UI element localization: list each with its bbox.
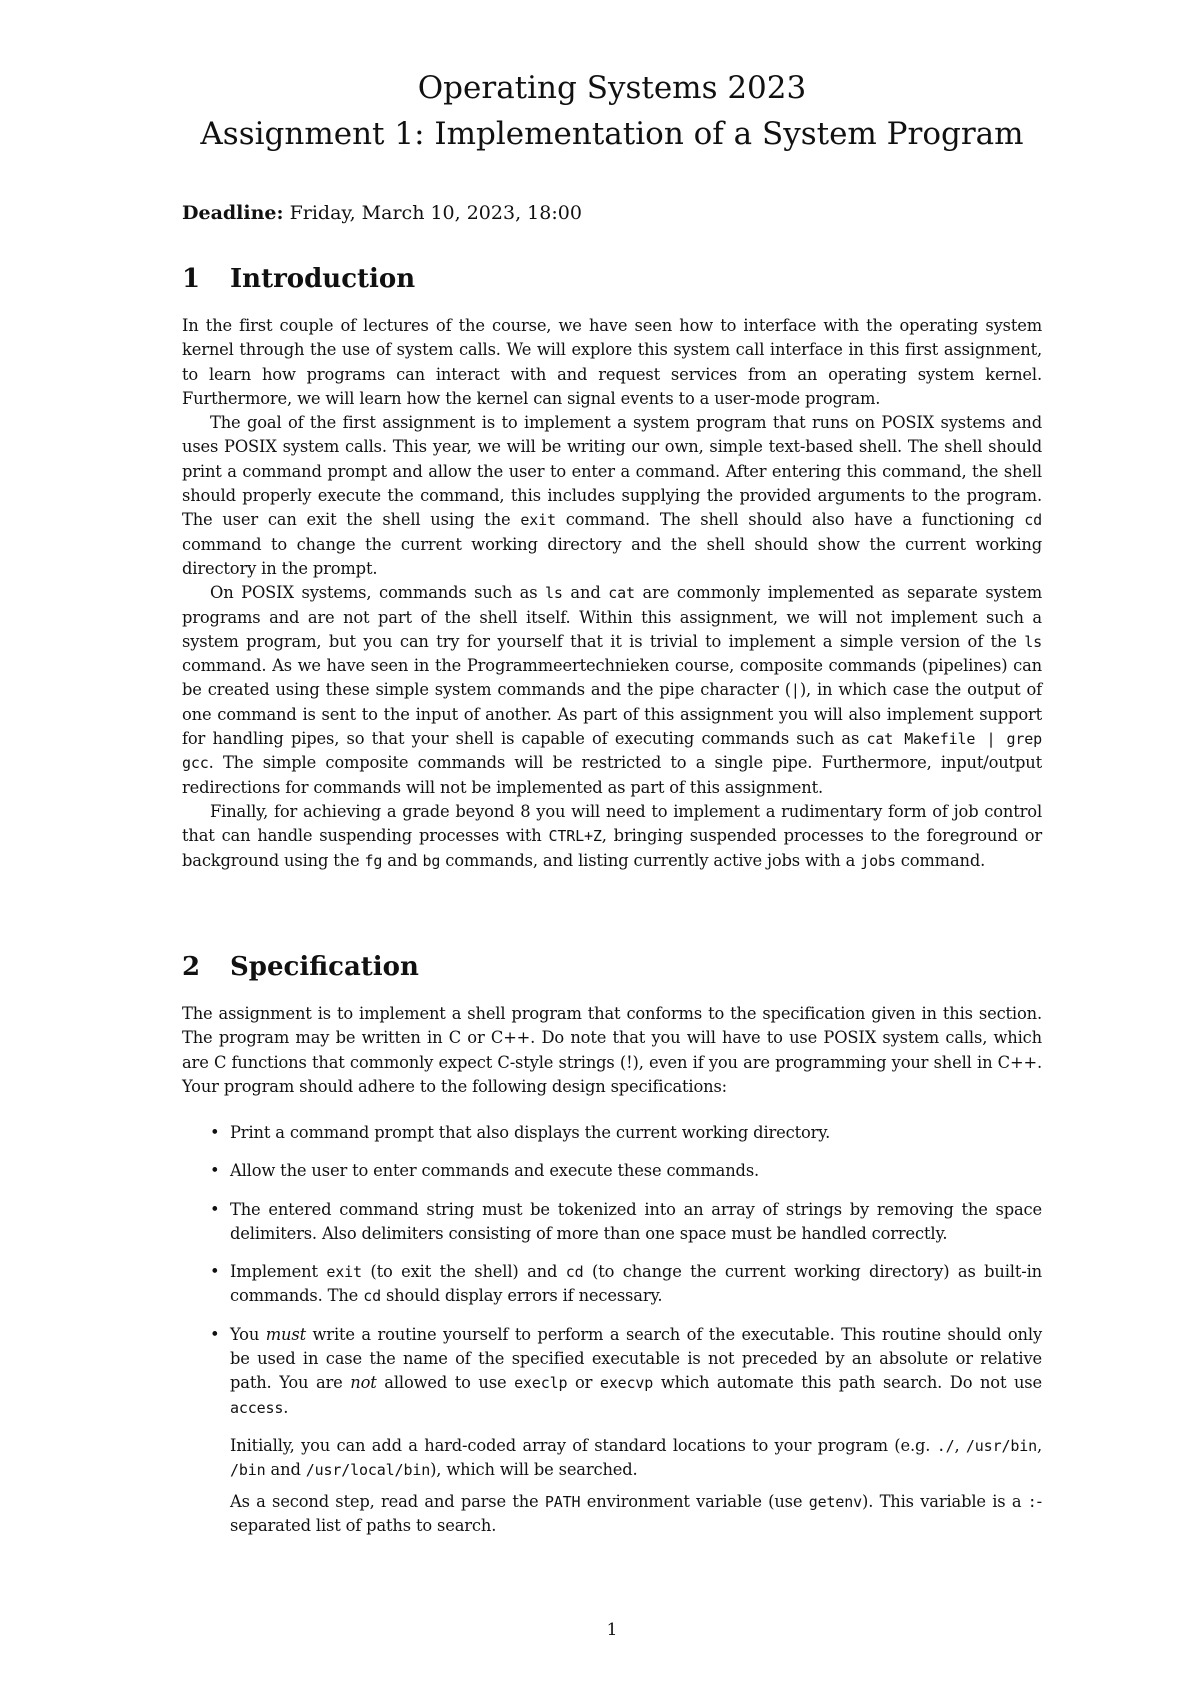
- deadline-label: Deadline:: [182, 202, 284, 224]
- specification-body: [182, 1002, 1042, 1099]
- intro-paragraph-1: In the first couple of lectures of the course, we have seen how to interface with the operating system kernel through the use of system calls. We will explore this system call interface in this first assignment, to learn how programs can interact with and request services from an operating system kernel. Furthermore, we will learn how the kernel can signal events to a user-mode program.: [182, 316, 1042, 408]
- bullet-icon: •: [210, 1262, 220, 1282]
- assignment-title: Assignment 1: Implementation of a System Program: [200, 116, 1024, 152]
- list-item: • Allow the user to enter commands and execute these commands.: [182, 1159, 1042, 1183]
- spec-paragraph-1: The assignment is to implement a shell program that conforms to the specification given in this section. The program may be written in C or C++. Do note that you will have to use POSIX system calls, which are C functions that commonly expect C-style strings (!), even if you are programming your shell in C++. Your program should adhere to the following design specifications:: [182, 1004, 1042, 1096]
- bullet-icon: •: [210, 1123, 220, 1142]
- deadline-value: Friday, March 10, 2023, 18:00: [289, 202, 582, 224]
- list-item: • Implement exit (to exit the shell) and cd (to change the current working directory) as built-in commands. The cd should display errors if necessary.: [210, 1262, 1042, 1306]
- section-number: 1: [182, 264, 201, 294]
- section-heading-introduction: [182, 264, 415, 294]
- section-heading-specification: [182, 952, 419, 982]
- deadline: [182, 202, 582, 224]
- page-number: 1: [606, 1620, 618, 1640]
- search-path-paragraph-2: As a second step, read and parse the PATH environment variable (use getenv). This variable is a :-separated list of paths to search.: [230, 1492, 1042, 1536]
- section-number: 2: [182, 952, 201, 982]
- intro-paragraph-4: Finally, for achieving a grade beyond 8 you will need to implement a rudimentary form of job control that can handle suspending processes with CTRL+Z, bringing suspended processes to the foreground or background using the fg and bg commands, and listing currently active jobs with a jobs command.: [182, 801, 1042, 870]
- intro-paragraph-3: On POSIX systems, commands such as ls and cat are commonly implemented as separate system programs and are not part of the shell itself. Within this assignment, we will not implement such a system program, but you can try for yourself that it is trivial to implement a simple version of the ls command. As we have seen in the Programmeertechnieken course, composite commands (pipelines) can be created using these simple system commands and the pipe character (|), in which case the output of one command is sent to the input of another. As part of this assignment you will also implement support for handling pipes, so that your shell is capable of executing commands such as cat Makefile | grep gcc. The simple composite commands will be restricted to a single pipe. Furthermore, input/output redirections for commands will not be implemented as part of this assignment.: [182, 583, 1042, 797]
- bullet-icon: •: [210, 1199, 220, 1219]
- section-title: Introduction: [230, 264, 416, 294]
- spec-bullet-list: [182, 1121, 1042, 1420]
- list-item: • You must write a routine yourself to perform a search of the executable. This routine should only be used in case the name of the specified executable is not preceded by an absolute or relative path. You are not allowed to use execlp or execvp which automate this path search. Do not use access.: [210, 1324, 1042, 1417]
- document-title: Operating Systems 2023: [417, 70, 807, 106]
- introduction-body: [182, 314, 1042, 873]
- list-item: • The entered command string must be tokenized into an array of strings by removing the space delimiters. Also delimiters consisting of more than one space must be handled correctly.: [210, 1199, 1042, 1243]
- intro-paragraph-2: The goal of the first assignment is to implement a system program that runs on POSIX systems and uses POSIX system calls. This year, we will be writing our own, simple text-based shell. The shell should print a command prompt and allow the user to enter a command. After entering this command, the shell should properly execute the command, this includes supplying the provided arguments to the program. The user can exit the shell using the exit command. The shell should also have a functioning cd command to change the current working directory and the shell should show the current working directory in the prompt.: [182, 413, 1042, 578]
- bullet-icon: •: [210, 1324, 220, 1344]
- bullet-icon: •: [210, 1161, 220, 1181]
- section-title: Specification: [230, 952, 419, 982]
- list-item: • Print a command prompt that also displays the current working directory.: [182, 1121, 1042, 1145]
- search-path-paragraph-1: Initially, you can add a hard-coded array of standard locations to your program (e.g. ./, /usr/bin, /bin and /usr/local/bin), which will be searched.: [230, 1436, 1042, 1480]
